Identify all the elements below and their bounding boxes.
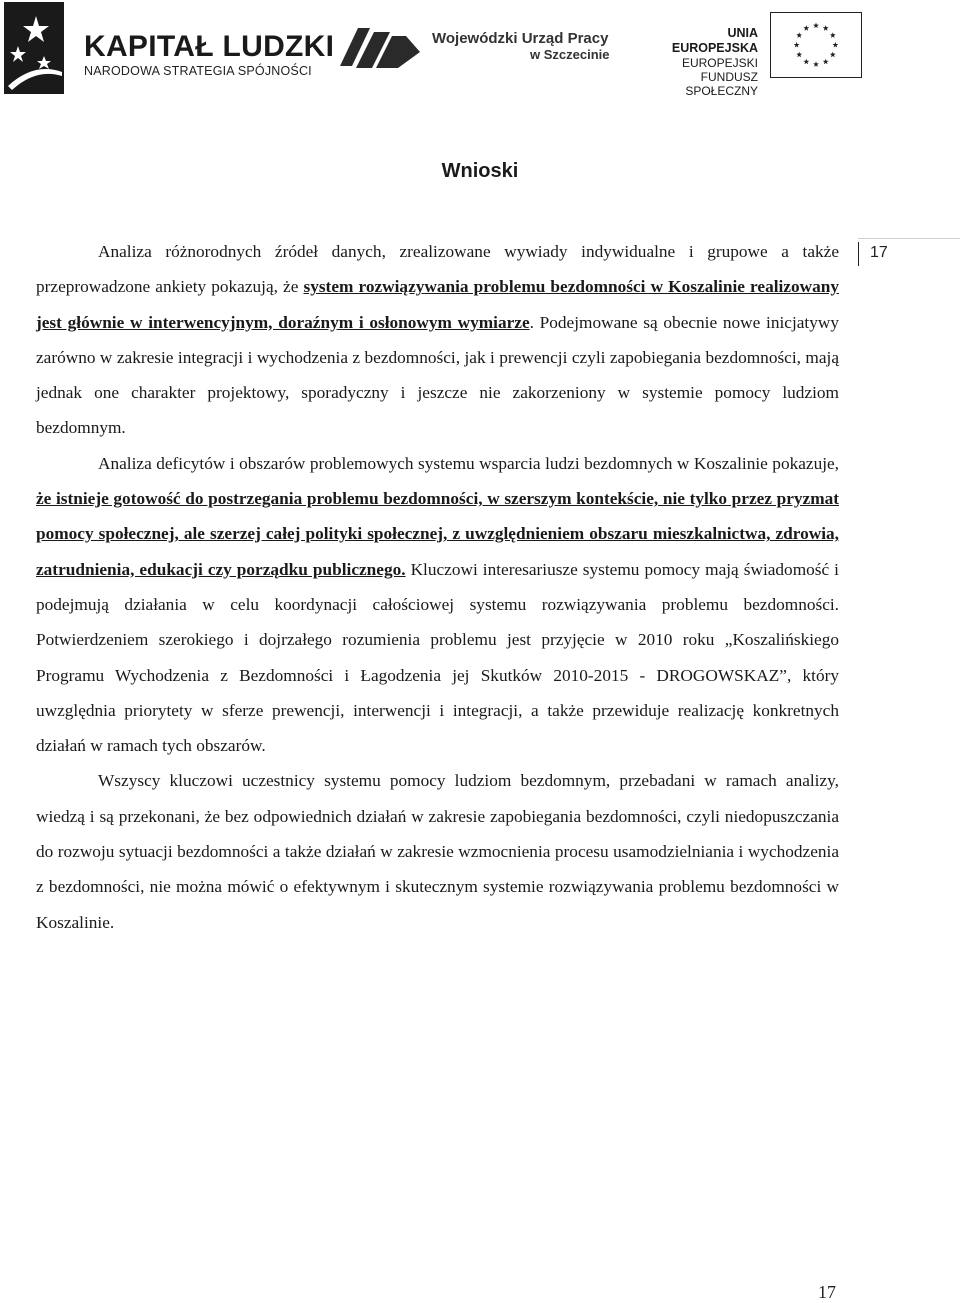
eu-star-icon — [796, 32, 802, 38]
eu-star-icon — [803, 25, 809, 31]
eu-union-label: UNIA EUROPEJSKA — [671, 26, 758, 55]
header-logos — [0, 0, 960, 100]
kapital-ludzki-text — [84, 32, 334, 78]
margin-page-marker — [858, 238, 960, 268]
emphasized-text: system rozwiązywania problemu bezdomności w Koszalinie realizowany jest głównie w interwencyjnym, doraźnym i osłonowym wymiarze — [36, 277, 839, 332]
text-run: . Podejmowane są obecnie nowe inicjatywy zarówno w zakresie integracji i wychodzenia z bezdomności, jak i prewencji czyli zapobiegania bezdomności, mają jednak one charakter projektowy, sporadyczny i jeszcze nie zakorzeniony w systemie pomocy ludziom bezdomnym. — [36, 312, 839, 438]
eu-social-fund-label: FUNDUSZ SPOŁECZNY — [685, 70, 758, 98]
eu-flag-icon — [770, 12, 862, 78]
text-run: Kluczowi interesariusze systemu pomocy mają świadomość i podejmują działania w celu koordynacji całościowej systemu rozwiązywania problemu bezdomności. Potwierdzeniem szerokiego i dojrzałego rozumienia problemu jest przyjęcie w 2010 roku „Koszalińskiego Programu Wychodzenia z Bezdomności i Łagodzenia jej Skutków 2010-2015 - DROGOWSKAZ”, który uwzględnia priorytety w sferze prewencji, interwencji i integracji, a także przewiduje realizację konkretnych działań w ramach tych obszarów. — [36, 559, 839, 756]
wup-text — [432, 30, 609, 63]
text-run: Wszyscy kluczowi uczestnicy systemu pomocy ludziom bezdomnym, przebadani w ramach analizy, wiedzą i są przekonani, że bez odpowiednich działań w zakresie zapobiegania bezdomności, czyli niedopuszczania do rozwoju sytuacji bezdomności a także działań w zakresie wzmocnienia procesu usamodzielniania i wychodzenia z bezdomności, nie można mówić o efektywnym i skutecznym systemie rozwiązywania problemu bezdomności w Koszalinie. — [36, 771, 839, 932]
eu-star-icon — [794, 42, 800, 48]
paragraph — [36, 763, 839, 939]
text-run: Analiza deficytów i obszarów problemowych systemu wsparcia ludzi bezdomnych w Koszalinie pokazuje, — [98, 453, 839, 473]
kapital-ludzki-title: KAPITAŁ LUDZKI — [84, 30, 335, 63]
margin-page-number: 17 — [870, 244, 888, 261]
page-title: Wnioski — [441, 160, 519, 182]
page-number: 17 — [818, 1282, 836, 1302]
text-run: Analiza różnorodnych źródeł danych, zrealizowane wywiady indywidualne i grupowe a także przeprowadzone ankiety pokazują, że — [36, 242, 839, 297]
eu-fund-text — [640, 26, 758, 98]
wup-city: w Szczecinie — [530, 47, 610, 62]
margin-bar — [858, 242, 859, 266]
paragraph — [36, 446, 839, 764]
margin-rule — [858, 238, 960, 239]
eu-star-icon — [813, 23, 819, 29]
eu-european-label: EUROPEJSKI — [681, 56, 758, 70]
eu-star-icon — [832, 42, 838, 48]
kapital-ludzki-subtitle: NARODOWA STRATEGIA SPÓJNOŚCI — [84, 64, 312, 78]
paragraph — [36, 234, 839, 446]
body-text — [36, 234, 839, 940]
eu-star-icon — [830, 52, 836, 58]
kapital-ludzki-logo-icon — [4, 2, 64, 94]
eu-star-icon — [823, 59, 829, 65]
wup-name: Wojewódzki Urząd Pracy — [432, 30, 609, 47]
eu-star-icon — [830, 32, 836, 38]
eu-star-icon — [803, 59, 809, 65]
eu-star-icon — [823, 25, 829, 31]
eu-star-icon — [796, 52, 802, 58]
emphasized-text: że istnieje gotowość do postrzegania problemu bezdomności, w szerszym kontekście, nie tylko przez pryzmat pomocy społecznej, ale szerzej całej polityki społecznej, z uwzględnieniem obszaru mieszkalnictwa, zdrowia, zatrudnienia, edukacji czy porządku publicznego. — [36, 489, 839, 579]
eu-star-icon — [813, 61, 819, 67]
wup-logo-icon — [336, 22, 422, 74]
